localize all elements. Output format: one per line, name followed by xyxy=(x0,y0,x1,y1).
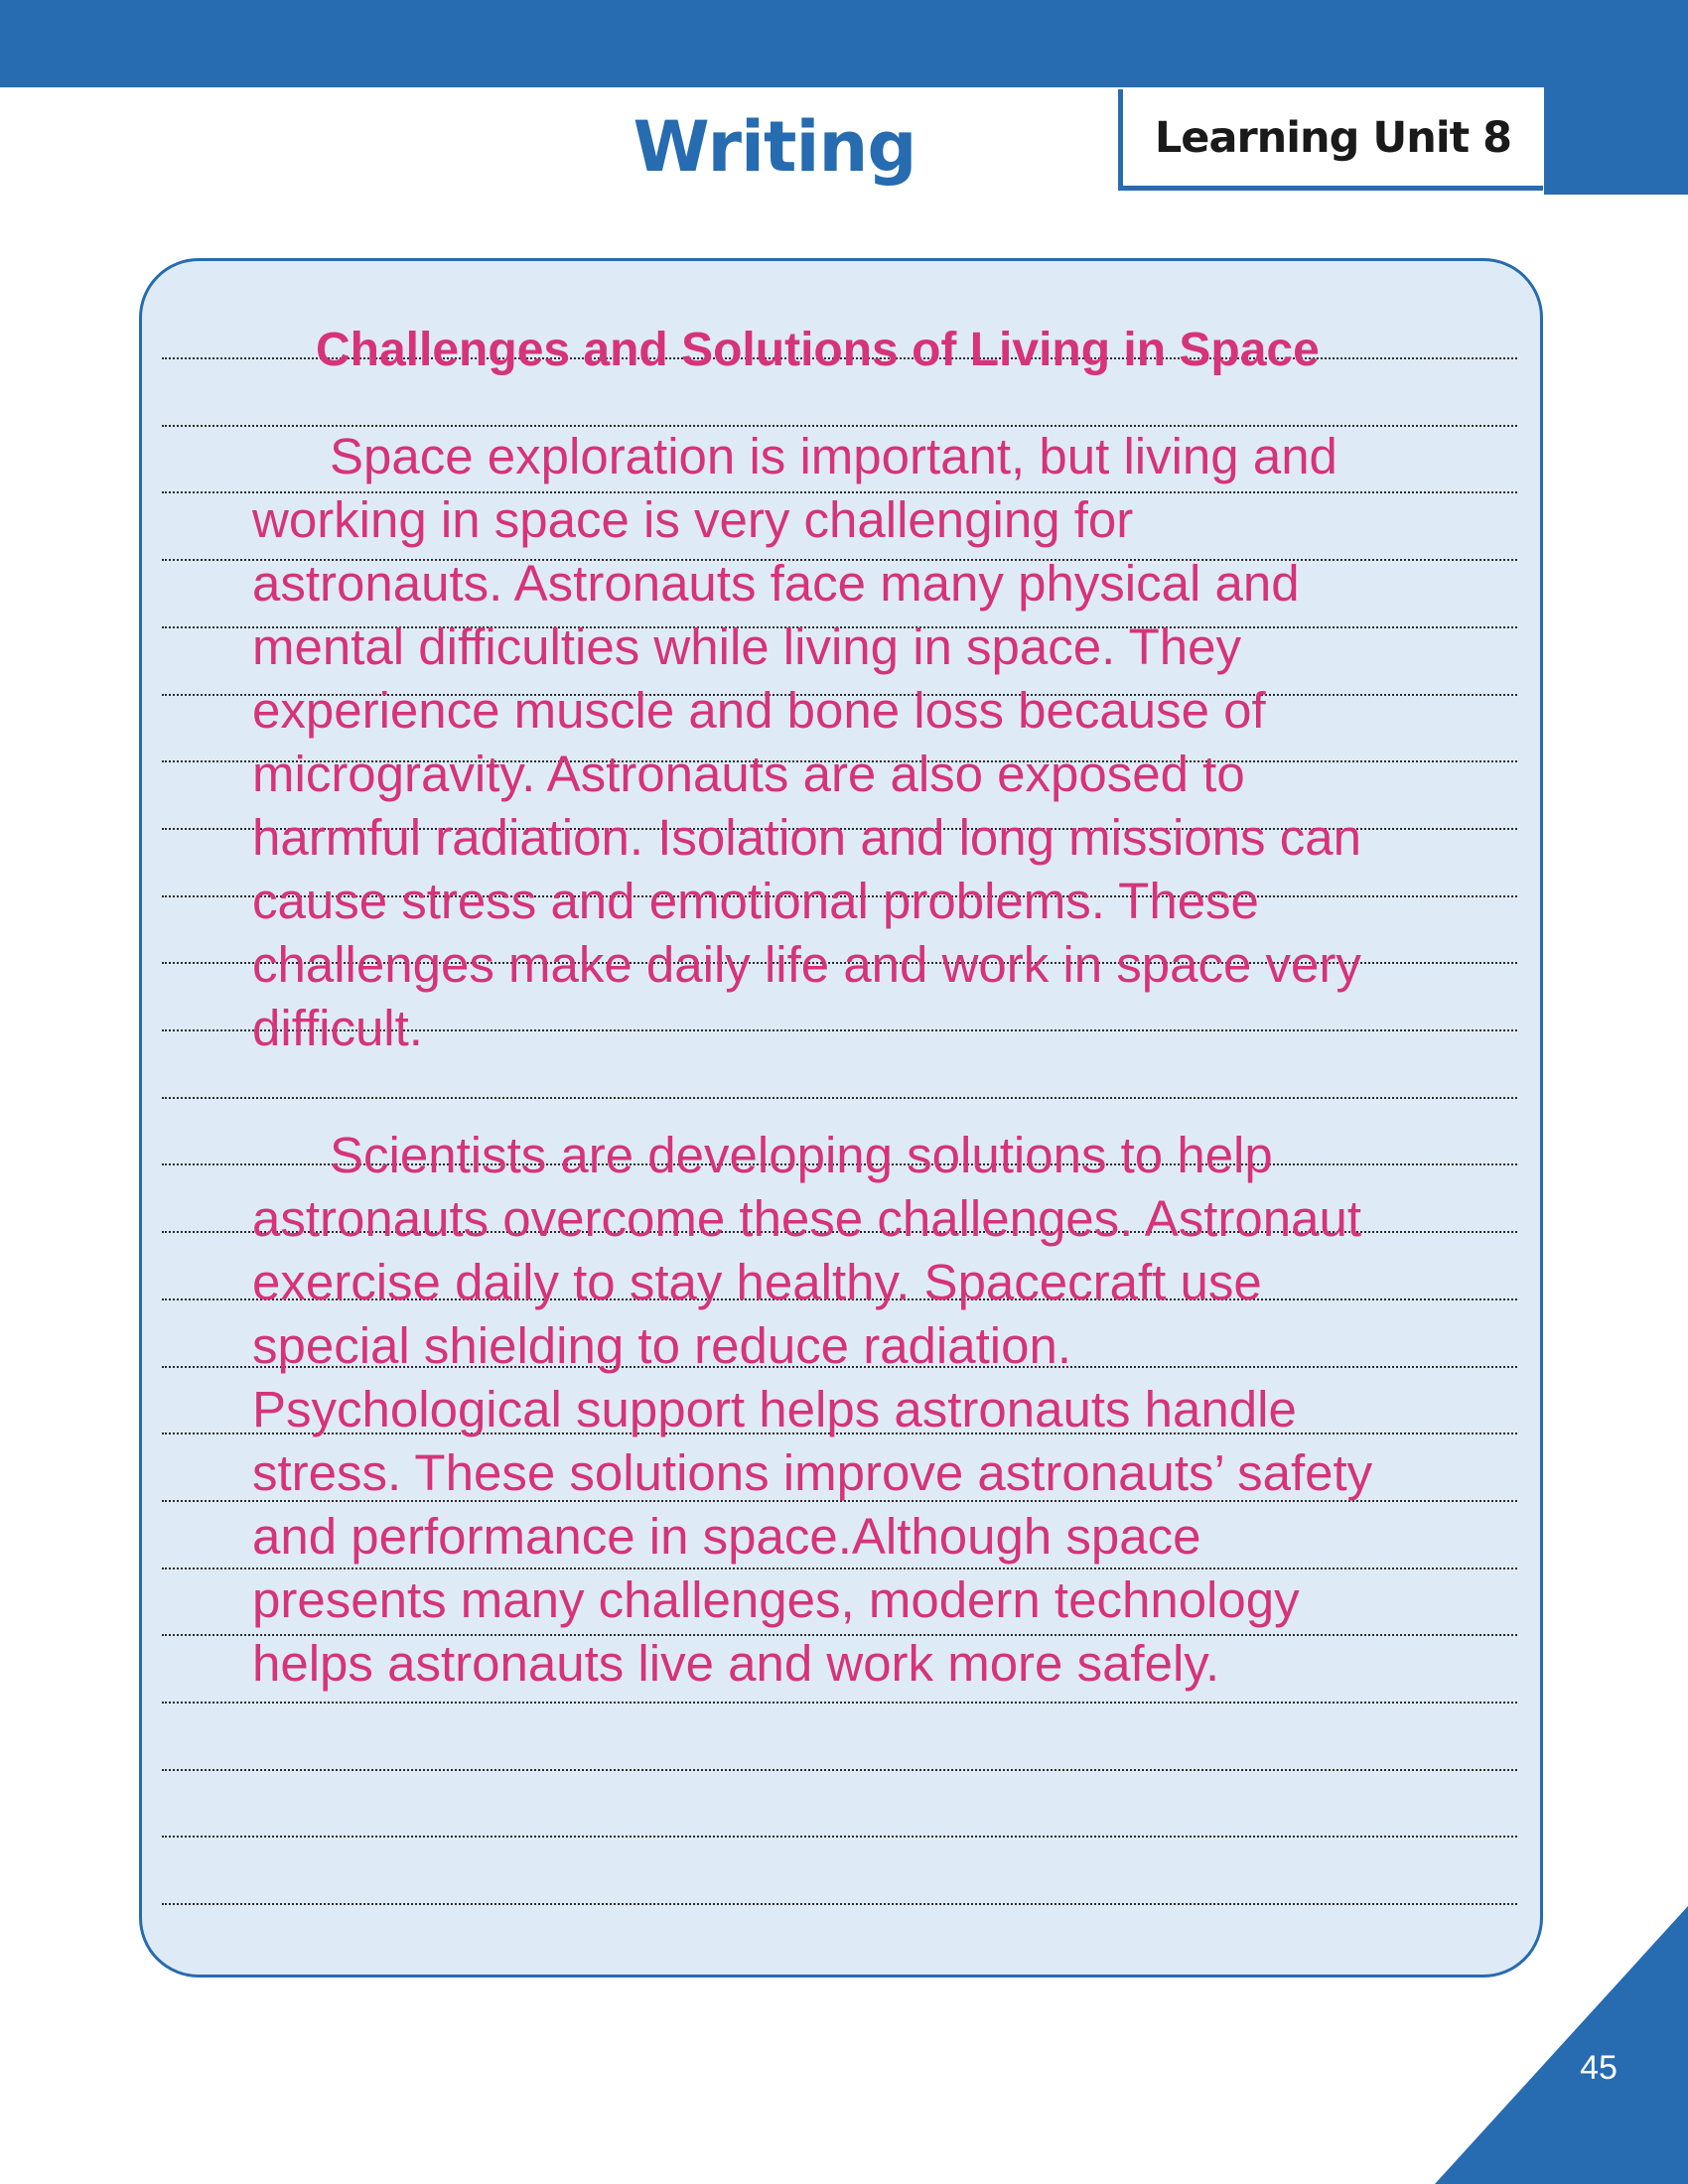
ruled-line xyxy=(162,1903,1517,1905)
paragraph-1-line: experience muscle and bone loss because of xyxy=(252,682,1266,739)
header-band xyxy=(0,0,1688,87)
paragraph-1-line: challenges make daily life and work in space very xyxy=(252,936,1361,993)
paragraph-1-line: microgravity. Astronauts are also exposed to xyxy=(252,746,1245,802)
paragraph-1-line: cause stress and emotional problems. These xyxy=(252,873,1259,929)
paragraph-2-line: presents many challenges, modern technology xyxy=(252,1571,1300,1628)
unit-label: Learning Unit 8 xyxy=(1154,112,1512,163)
unit-label-box xyxy=(1118,89,1543,191)
ruled-line xyxy=(162,1097,1517,1099)
paragraph-2-line: Psychological support helps astronauts handle xyxy=(252,1381,1297,1437)
paragraph-2-line: Scientists are developing solutions to help xyxy=(330,1127,1273,1183)
section-title: Writing xyxy=(633,106,916,188)
header-side-band xyxy=(1544,0,1688,195)
paragraph-2-line: astronauts overcome these challenges. Astronaut xyxy=(252,1190,1361,1247)
paragraph-1-line: astronauts. Astronauts face many physical and xyxy=(252,555,1300,612)
ruled-line xyxy=(162,1702,1517,1704)
ruled-line xyxy=(162,1769,1517,1771)
paragraph-1-line: mental difficulties while living in space. They xyxy=(252,618,1241,675)
ruled-line xyxy=(162,1836,1517,1838)
essay-title: Challenges and Solutions of Living in Space xyxy=(316,324,1320,376)
paragraph-2-line: and performance in space.Although space xyxy=(252,1508,1201,1565)
paragraph-1-line: difficult. xyxy=(252,1000,423,1056)
page-number: 45 xyxy=(1580,2049,1618,2087)
paragraph-2-line: special shielding to reduce radiation. xyxy=(252,1317,1072,1374)
paragraph-1-line: Space exploration is important, but living and xyxy=(330,428,1337,484)
paragraph-1-line: working in space is very challenging for xyxy=(252,491,1134,548)
paragraph-2-line: exercise daily to stay healthy. Spacecraft use xyxy=(252,1254,1262,1310)
paragraph-2-line: stress. These solutions improve astronauts’ safety xyxy=(252,1444,1373,1501)
paragraph-1-line: harmful radiation. Isolation and long missions can xyxy=(252,809,1361,866)
paragraph-2-line: helps astronauts live and work more safely. xyxy=(252,1635,1220,1692)
